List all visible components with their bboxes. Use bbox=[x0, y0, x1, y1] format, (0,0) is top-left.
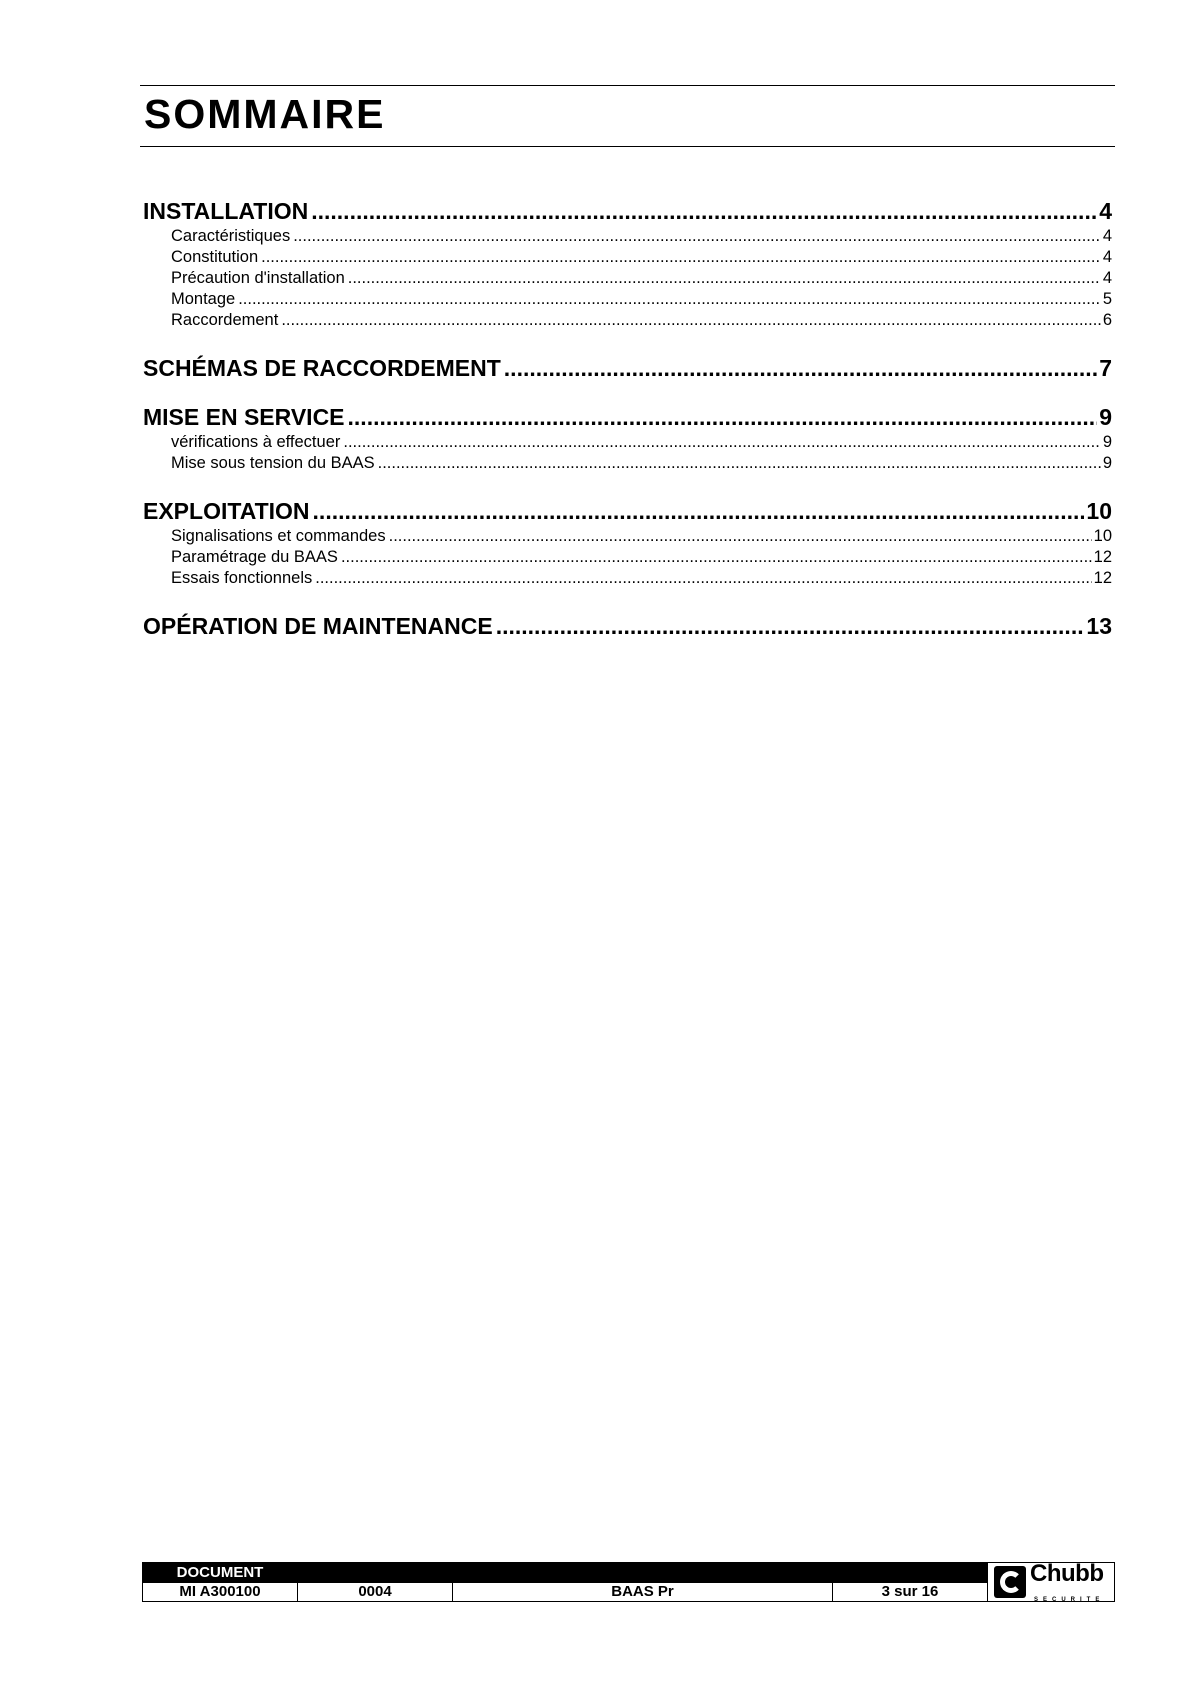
chubb-logo bbox=[994, 1560, 1105, 1603]
toc-spacer bbox=[143, 331, 1112, 353]
toc-leader-dots bbox=[496, 611, 1085, 641]
toc-leader-dots bbox=[378, 453, 1101, 474]
toc-subentry-label: Mise sous tension du BAAS bbox=[171, 454, 375, 472]
toc-entry-page: 10 bbox=[1086, 498, 1112, 524]
toc-leader-dots bbox=[293, 226, 1101, 247]
toc-leader-dots bbox=[313, 496, 1085, 526]
toc-subentry-page: 4 bbox=[1102, 269, 1112, 287]
toc-entry-page: 7 bbox=[1099, 355, 1112, 381]
footer-logo-cell bbox=[988, 1560, 1115, 1603]
chubb-logo-subtext: SECURITE bbox=[1034, 1597, 1105, 1603]
toc-subentry[interactable] bbox=[143, 226, 1112, 247]
toc-leader-dots bbox=[343, 432, 1100, 453]
toc-section-installation bbox=[143, 196, 1112, 331]
toc-entry[interactable] bbox=[143, 496, 1112, 526]
toc-section-mise-en-service bbox=[143, 402, 1112, 474]
toc-subentry-page: 12 bbox=[1093, 548, 1112, 566]
toc-section-schemas bbox=[143, 353, 1112, 383]
chubb-logo-text: Chubb bbox=[1030, 1560, 1104, 1587]
toc-entry-page: 4 bbox=[1099, 198, 1112, 224]
page-title-block bbox=[140, 85, 1115, 147]
toc-subentry-label: Montage bbox=[171, 290, 236, 308]
chubb-logo-icon bbox=[994, 1566, 1026, 1598]
page-title: SOMMAIRE bbox=[144, 91, 386, 137]
toc-subentry[interactable] bbox=[143, 453, 1112, 474]
toc-leader-dots bbox=[348, 402, 1098, 432]
footer-header-cell bbox=[833, 1563, 988, 1583]
toc-subentry[interactable] bbox=[143, 268, 1112, 289]
footer-revision: 0004 bbox=[298, 1583, 453, 1602]
toc-entry-label: MISE EN SERVICE bbox=[143, 404, 345, 430]
toc-subentry-page: 5 bbox=[1102, 290, 1112, 308]
toc-entry-label: INSTALLATION bbox=[143, 198, 309, 224]
toc-subentry-page: 9 bbox=[1102, 454, 1112, 472]
toc-entry-label: EXPLOITATION bbox=[143, 498, 310, 524]
toc-entry-page: 9 bbox=[1099, 404, 1112, 430]
footer-document-ref: MI A300100 bbox=[143, 1583, 298, 1602]
toc-subentry-page: 4 bbox=[1102, 227, 1112, 245]
toc-subentry-label: Caractéristiques bbox=[171, 227, 291, 245]
toc-subentry[interactable] bbox=[143, 432, 1112, 453]
toc-subentry-label: Essais fonctionnels bbox=[171, 569, 313, 587]
toc-spacer bbox=[143, 589, 1112, 611]
toc-section-maintenance bbox=[143, 611, 1112, 641]
toc-leader-dots bbox=[261, 247, 1101, 268]
toc-subentry-page: 4 bbox=[1102, 248, 1112, 266]
footer-product: BAAS Pr bbox=[453, 1583, 833, 1602]
toc-subentry-page: 12 bbox=[1093, 569, 1112, 587]
footer-table bbox=[142, 1562, 1115, 1602]
toc-subentry[interactable] bbox=[143, 247, 1112, 268]
toc-entry[interactable] bbox=[143, 402, 1112, 432]
toc-subentry-label: Raccordement bbox=[171, 311, 279, 329]
footer-header-cell bbox=[298, 1563, 453, 1583]
toc-spacer bbox=[143, 474, 1112, 496]
toc-spacer bbox=[143, 383, 1112, 402]
toc-leader-dots bbox=[281, 310, 1101, 331]
toc-section-exploitation bbox=[143, 496, 1112, 589]
toc-subentry[interactable] bbox=[143, 568, 1112, 589]
toc-leader-dots bbox=[341, 547, 1092, 568]
toc-entry[interactable] bbox=[143, 353, 1112, 383]
toc-subentry-label: Précaution d'installation bbox=[171, 269, 345, 287]
footer-header-cell bbox=[453, 1563, 833, 1583]
toc-subentry-label: Constitution bbox=[171, 248, 259, 266]
toc-subentry[interactable] bbox=[143, 547, 1112, 568]
toc-entry-page: 13 bbox=[1086, 613, 1112, 639]
toc-subentry-label: Paramétrage du BAAS bbox=[171, 548, 338, 566]
document-footer bbox=[142, 1562, 1114, 1602]
toc-subentry[interactable] bbox=[143, 526, 1112, 547]
toc-leader-dots bbox=[238, 289, 1101, 310]
toc-entry[interactable] bbox=[143, 611, 1112, 641]
footer-header-label: DOCUMENT bbox=[143, 1563, 298, 1583]
toc-subentry-label: vérifications à effectuer bbox=[171, 433, 341, 451]
toc-leader-dots bbox=[311, 196, 1097, 226]
toc-leader-dots bbox=[504, 353, 1097, 383]
toc-subentry-label: Signalisations et commandes bbox=[171, 527, 386, 545]
toc-subentry-page: 6 bbox=[1102, 311, 1112, 329]
table-of-contents bbox=[143, 196, 1112, 641]
toc-subentry-page: 10 bbox=[1093, 527, 1112, 545]
toc-subentry[interactable] bbox=[143, 289, 1112, 310]
toc-entry-label: OPÉRATION DE MAINTENANCE bbox=[143, 613, 493, 639]
toc-leader-dots bbox=[348, 268, 1101, 289]
toc-entry[interactable] bbox=[143, 196, 1112, 226]
toc-entry-label: SCHÉMAS DE RACCORDEMENT bbox=[143, 355, 501, 381]
toc-leader-dots bbox=[315, 568, 1091, 589]
toc-subentry[interactable] bbox=[143, 310, 1112, 331]
footer-page-info: 3 sur 16 bbox=[833, 1583, 988, 1602]
toc-subentry-page: 9 bbox=[1102, 433, 1112, 451]
toc-leader-dots bbox=[389, 526, 1092, 547]
